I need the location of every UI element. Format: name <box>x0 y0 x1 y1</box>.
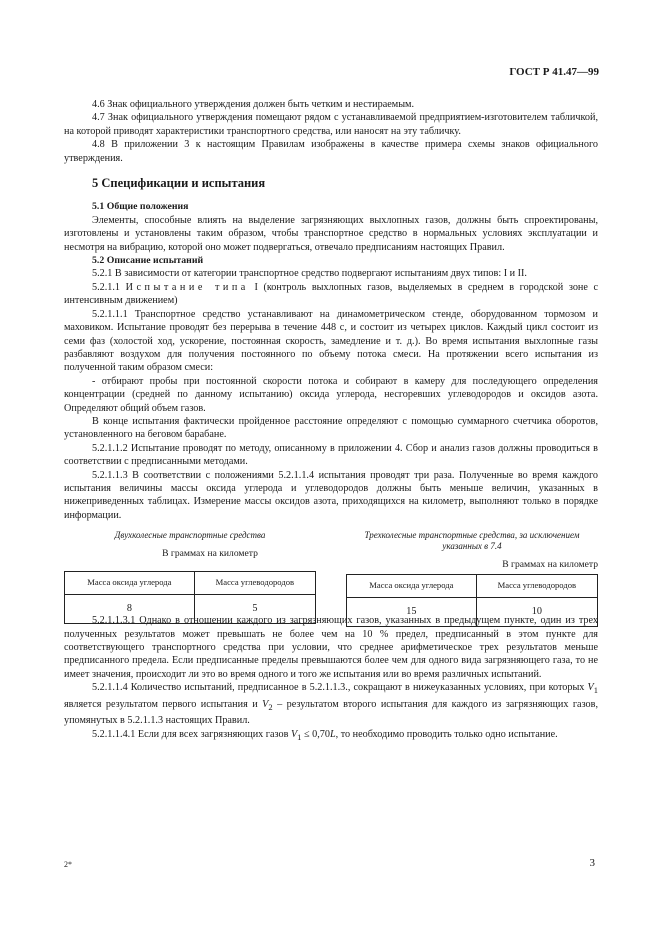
paragraph-dash-item: - отбирают пробы при постоянной скорости потока и собирают в камеру для последующего определения концентрации (средней по данному испытанию) оксида углерода, несгоревших углеводородов и оксидов азота. Определяют общий объем газов. <box>64 375 598 414</box>
paragraph-5-2-1-1-4-1 <box>64 728 598 744</box>
signature-mark: 2* <box>64 860 72 869</box>
subscript: 1 <box>593 685 598 696</box>
table-caption: Трехколесные транспортные средства, за исключением указанных в 7.4 <box>364 530 580 552</box>
paragraph-end-of-test: В конце испытания фактически пройденное расстояние определяют с помощью суммарного счетчика оборотов, установленного на беговом барабане. <box>64 415 598 441</box>
limits-table <box>64 571 316 624</box>
table-unit: В граммах на километр <box>502 559 598 571</box>
paragraph-4-7: 4.7 Знак официального утверждения помещают рядом с устанавливаемой предприятием-изготовителем табличкой, на которой приводят характеристики транспортного средства, или наносят на эту табличку. <box>64 112 598 137</box>
subsection-5-1-heading: 5.1 Общие положения <box>92 201 189 213</box>
paragraph-5-2-1-1-3-1: 5.2.1.1.3.1 Однако в отношении каждого из загрязняющих газов, указанных в предыдущем пункте, один из трех полученных результатов может превышать не более чем на 10 % предел, предписанный в этом пункте для соответствующего транспортного средства при условии, что среднее арифметическое трех результатов меньше предписанного предела. Если предписанные пределы превышаются более чем для одного вида загрязняющего газа, то не имеет значения, происходит ли это во время одного и того же испытания или во время различных испытаний. <box>64 615 598 680</box>
value-cell: 10 <box>476 597 597 626</box>
paragraph-5-2-1-1-3: 5.2.1.1.3 В соответствии с положениями 5.2.1.1.4 испытания проводят три раза. Полученные во время каждого испытания величины массы оксида углерода и углеводородов должны быть меньше величин, указанных в нижеприведенных таблицах. Измерение массы оксидов азота, приходящихся на километр, выполняют только в порядке информации. <box>64 469 598 521</box>
paragraph-5-2-1-1 <box>64 281 598 308</box>
table-header-row <box>347 574 598 597</box>
table-row <box>347 597 598 626</box>
table-row <box>65 594 316 623</box>
three-wheel-table <box>346 530 598 626</box>
var-l: L <box>329 728 336 740</box>
section-5-heading: 5 Спецификации и испытания <box>92 176 266 191</box>
document-code-header: ГОСТ Р 41.47—99 <box>509 66 599 78</box>
limits-table <box>346 574 598 627</box>
page-content <box>64 98 598 744</box>
para-text: 5.2.1.1.4.1 Если для всех загрязняющих газов <box>92 728 291 740</box>
var-v: V <box>290 728 298 740</box>
para-number: 5.2.1.1 <box>92 281 121 293</box>
para-text: ≤ 0,70 <box>301 728 330 740</box>
value-cell: 5 <box>194 594 315 623</box>
var-v: V <box>587 682 594 694</box>
paragraph-5-2-1-1-2: 5.2.1.1.2 Испытание проводят по методу, описанному в приложении 4. Сбор и анализ газов должны проводиться в соответствии с предписанными методами. <box>64 442 598 468</box>
header-cell: Масса оксида углерода <box>347 574 477 597</box>
table-header-row <box>65 571 316 594</box>
para-text: – результатом второго испытания для каждого из загрязняющих газов, упомянутых в 5.2.1.1.3 настоящих Правил. <box>64 698 598 727</box>
subscript: 1 <box>297 731 302 742</box>
var-v: V <box>262 698 269 710</box>
paragraph-5-1: Элементы, способные влиять на выделение загрязняющих выхлопных газов, должны быть спроектированы, изготовлены и установлены таким образом, чтобы транспортное средство в нормальных условиях эксплуатации и несмотря на вибрацию, которой оно может подвергаться, отвечало предписаниям настоящих Правил. <box>64 214 598 253</box>
paragraph-4-6: 4.6 Знак официального утверждения должен быть четким и нестираемым. <box>92 99 415 110</box>
limits-tables <box>64 530 598 617</box>
paragraph-5-2-1-1-1: 5.2.1.1.1 Транспортное средство устанавливают на динамометрическом стенде, оборудованном тормозом и маховиком. Испытание проводят без перерыва в течение 448 с, и состоит из четырех циклов. Каждый цикл состоит из семи фаз (холостой ход, ускорение, постоянная скорость, замедление и т. д.). Во время испытания выхлопные газы разбавляют воздухом для получения постоянного по объему потока смеси. На протяжении всего испытания из полученной таким образом смеси: <box>64 308 598 374</box>
paragraph-5-2-1-1-4 <box>64 681 598 727</box>
paragraph-4-8: 4.8 В приложении 3 к настоящим Правилам изображены в качестве примера схемы знаков официального утверждения. <box>64 139 598 164</box>
para-text: I (контроль выхлопных газов, выделяемых в среднем в городской зоне с интенсивным движением) <box>64 281 599 307</box>
header-cell: Масса углеводородов <box>476 574 597 597</box>
two-wheel-table <box>64 530 316 623</box>
header-cell: Масса оксида углерода <box>65 571 195 594</box>
test-type-spaced: Испытание типа <box>125 281 249 293</box>
para-text: , то необходимо проводить только одно испытание. <box>335 728 558 740</box>
header-cell: Масса углеводородов <box>194 571 315 594</box>
value-cell: 8 <box>65 594 195 623</box>
para-text: 5.2.1.1.4 Количество испытаний, предписанное в 5.2.1.1.3., сокращают в нижеуказанных условиях, при которых <box>92 682 588 694</box>
table-caption: Двухколесные транспортные средства <box>114 530 266 541</box>
page-number: 3 <box>589 857 595 869</box>
paragraph-5-2-1: 5.2.1 В зависимости от категории транспортное средство подвергают испытаниям двух типов: I и II. <box>92 268 527 280</box>
subscript: 2 <box>268 701 273 712</box>
para-text: является результатом первого испытания и <box>64 698 263 710</box>
subsection-5-2-heading: 5.2 Описание испытаний <box>92 255 204 267</box>
table-unit: В граммах на километр <box>162 548 258 560</box>
value-cell: 15 <box>347 597 477 626</box>
